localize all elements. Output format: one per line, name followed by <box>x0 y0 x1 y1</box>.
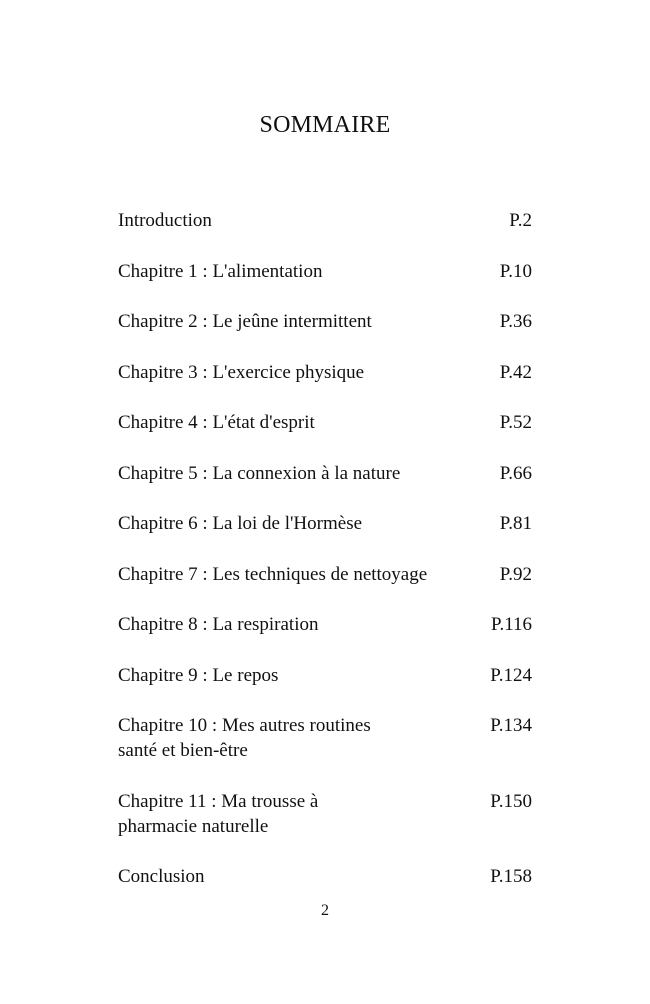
page-number: 2 <box>321 902 329 919</box>
toc-entry-page: P.124 <box>490 664 532 686</box>
toc-entry-title: Chapitre 6 : La loi de l'Hormèse <box>118 513 363 534</box>
toc-entry-chapter-8 <box>118 612 532 637</box>
toc-entry-page: P.10 <box>499 260 532 282</box>
toc-entry-title: Chapitre 11 : Ma trousse à pharmacie naturelle <box>118 790 319 837</box>
toc-entry-page: P.2 <box>509 210 532 231</box>
toc-entry-title: Chapitre 9 : Le repos <box>118 664 279 686</box>
toc-entry-page: P.92 <box>499 563 532 585</box>
table-of-contents <box>118 208 532 915</box>
toc-entry-title: Introduction <box>118 210 212 231</box>
toc-entry-chapter-5 <box>118 461 532 486</box>
toc-entry-chapter-6 <box>118 511 532 536</box>
toc-entry-chapter-11 <box>118 789 532 839</box>
toc-entry-title: Chapitre 2 : Le jeûne intermittent <box>118 311 372 332</box>
toc-entry-title: Chapitre 3 : L'exercice physique <box>118 361 365 383</box>
toc-entry-page: P.158 <box>490 866 532 887</box>
page-title: SOMMAIRE <box>259 112 391 138</box>
toc-entry-introduction <box>118 208 532 233</box>
toc-entry-chapter-1 <box>118 259 532 284</box>
toc-entry-chapter-7 <box>118 562 532 587</box>
toc-entry-chapter-3 <box>118 360 532 385</box>
toc-entry-page: P.81 <box>499 513 532 534</box>
toc-entry-title: Chapitre 1 : L'alimentation <box>118 260 323 282</box>
toc-entry-page: P.36 <box>499 311 532 332</box>
toc-entry-title: Chapitre 5 : La connexion à la nature <box>118 462 401 484</box>
toc-entry-page: P.42 <box>499 361 532 383</box>
toc-entry-page: P.52 <box>499 412 532 433</box>
toc-entry-page: P.66 <box>499 462 532 484</box>
toc-entry-title: Conclusion <box>118 866 205 887</box>
toc-entry-title: Chapitre 10 : Mes autres routines santé et bien-être <box>118 715 371 761</box>
toc-entry-chapter-9 <box>118 663 532 688</box>
toc-entry-chapter-10 <box>118 713 532 763</box>
toc-entry-page: P.150 <box>490 790 532 812</box>
toc-entry-title: Chapitre 7 : Les techniques de nettoyage <box>118 563 428 585</box>
toc-entry-page: P.134 <box>490 715 532 736</box>
toc-entry-chapter-4 <box>118 410 532 435</box>
toc-entry-chapter-2 <box>118 309 532 334</box>
toc-entry-conclusion <box>118 864 532 889</box>
toc-entry-title: Chapitre 8 : La respiration <box>118 614 319 635</box>
toc-entry-title: Chapitre 4 : L'état d'esprit <box>118 412 315 433</box>
toc-entry-page: P.116 <box>490 614 532 635</box>
